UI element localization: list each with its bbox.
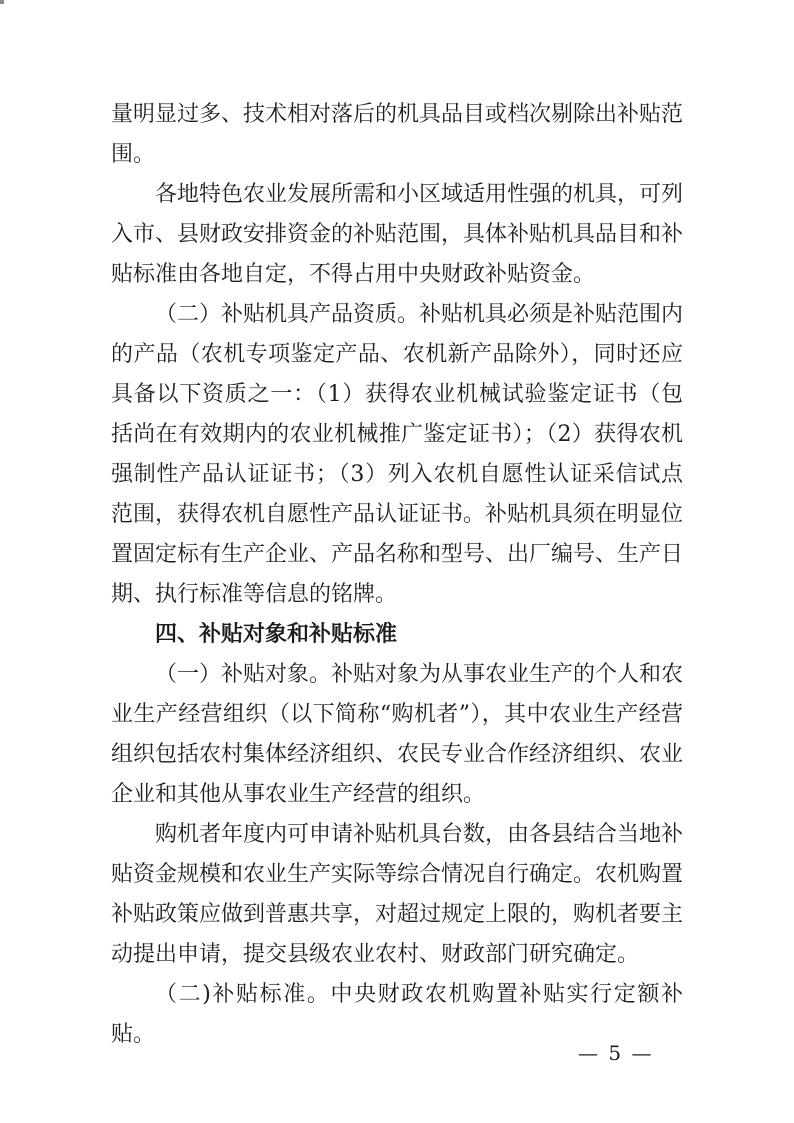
paragraph: （二）补贴机具产品资质。补贴机具必须是补贴范围内的产品（农机专项鉴定产品、农机新产品除外），同时还应具备以下资质之一：（1）获得农业机械试验鉴定证书（包括尚在有效期内的农业机械推广鉴定证书）；（2）获得农机强制性产品认证证书；（3）列入农机自愿性认证采信试点范围，获得农机自愿性产品认证证书。补贴机具须在明显位置固定标有生产企业、产品名称和型号、出厂编号、生产日期、执行标准等信息的铭牌。 <box>111 302 684 607</box>
page-number: — 5 — <box>578 1041 654 1065</box>
paragraph: 各地特色农业发展所需和小区域适用性强的机具，可列入市、县财政安排资金的补贴范围，具体补贴机具品目和补贴标准由各地自定，不得占用中央财政补贴资金。 <box>111 182 684 287</box>
document-body <box>111 95 683 1055</box>
scan-artifact <box>0 0 4 4</box>
paragraph: 量明显过多、技术相对落后的机具品目或档次剔除出补贴范围。 <box>111 102 684 167</box>
paragraph: （一）补贴对象。补贴对象为从事农业生产的个人和农业生产经营组织（以下简称“购机者”），其中农业生产经营组织包括农村集体经济组织、农民专业合作经济组织、农业企业和其他从事农业生产经营的组织。 <box>111 662 684 807</box>
section-heading: 四、补贴对象和补贴标准 <box>155 622 398 647</box>
paragraph: 购机者年度内可申请补贴机具台数，由各县结合当地补贴资金规模和农业生产实际等综合情况自行确定。农机购置补贴政策应做到普惠共享，对超过规定上限的，购机者要主动提出申请，提交县级农业农村、财政部门研究确定。 <box>111 822 684 967</box>
paragraph: （二)补贴标准。中央财政农机购置补贴实行定额补贴。 <box>111 982 683 1047</box>
